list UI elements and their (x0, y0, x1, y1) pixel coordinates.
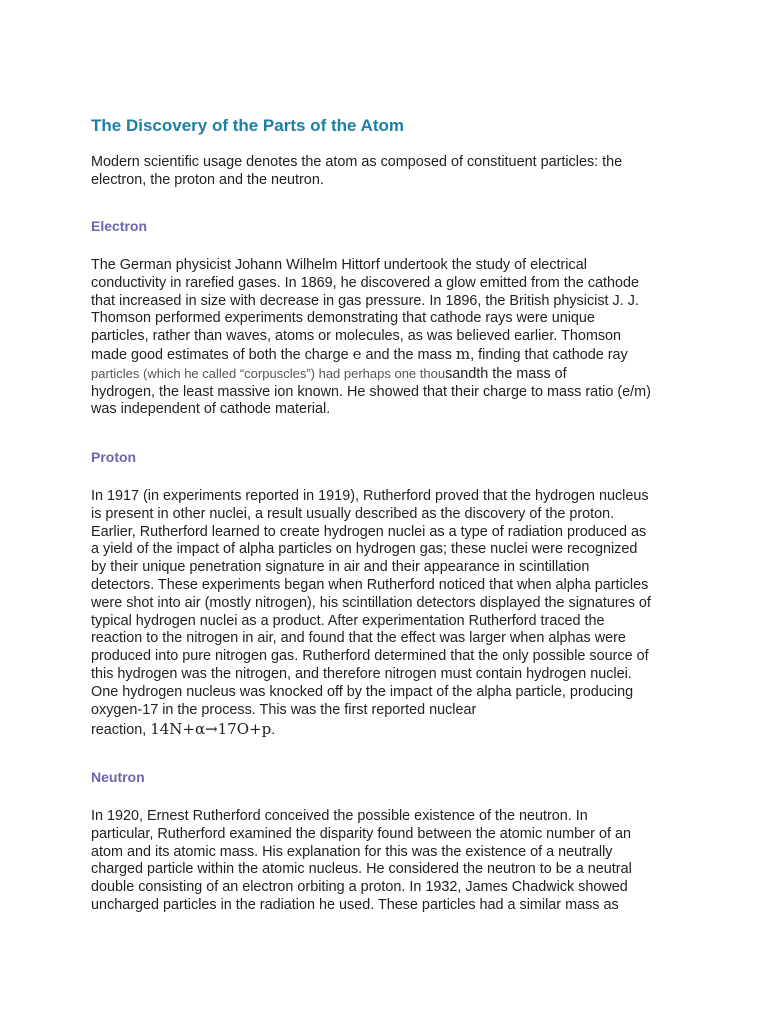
text-line: In 1920, Ernest Rutherford conceived the possible existence of the neutron. In (91, 808, 588, 824)
text-line: hydrogen, the least massive ion known. He showed that their charge to mass ratio (e/m) (91, 383, 651, 400)
neutron-heading: Neutron (91, 769, 145, 785)
proton-heading: Proton (91, 449, 137, 465)
text-line: typical hydrogen nuclei as a product. After experimentation Rutherford traced the (91, 612, 605, 629)
mass-symbol: m (455, 344, 471, 363)
text-line: The German physicist Johann Wilhelm Hittorf undertook the study of electrical (91, 257, 587, 273)
text-line: particles, rather than waves, atoms or molecules, as was believed earlier. Thomson (91, 328, 622, 345)
page-title: The Discovery of the Parts of the Atom (91, 116, 404, 135)
text-fragment: . (271, 722, 276, 739)
text-line: were shot into air (mostly nitrogen), his scintillation detectors displayed the signatures of (91, 594, 651, 611)
text-line: detectors. These experiments began when Rutherford noticed that when alpha particles (91, 576, 649, 593)
electron-heading: Electron (91, 218, 148, 234)
text-line (91, 365, 691, 384)
text-line: One hydrogen nucleus was knocked off by the impact of the alpha particle, producing (91, 683, 634, 700)
text-line: that increased in size with decrease in gas pressure. In 1896, the British physicist J. J. (91, 292, 639, 309)
text-fragment: reaction, (91, 722, 151, 739)
text-line: charged particle within the atomic nucleus. He considered the neutron to be a neutral (91, 861, 632, 878)
text-line: In 1917 (in experiments reported in 1919), Rutherford proved that the hydrogen nucleus (91, 488, 649, 504)
text-line: is present in other nuclei, a result usually described as the discovery of the proton. (91, 505, 615, 522)
text-line: conductivity in rarefied gases. In 1869, he discovered a glow emitted from the cathode (91, 274, 639, 291)
neutron-paragraph (91, 808, 691, 915)
charge-symbol: e (352, 344, 362, 363)
text-line: reaction to the nitrogen in air, and found that the effect was larger when alphas were (91, 630, 626, 647)
text-line: oxygen-17 in the process. This was the first reported nuclear (91, 701, 477, 718)
text-line (91, 346, 691, 365)
text-line: produced into pure nitrogen gas. Rutherford determined that the only possible source of (91, 648, 649, 665)
text-line: Thomson performed experiments demonstrating that cathode rays were unique (91, 310, 595, 327)
text-line: was independent of cathode material. (91, 401, 331, 418)
text-line: Modern scientific usage denotes the atom as composed of constituent particles: the (91, 154, 623, 170)
text-fragment: particles (which he called “corpuscles”) had perhaps one thou (91, 365, 446, 381)
text-line: a yield of the impact of alpha particles on hydrogen gas; these nuclei were recognized (91, 541, 638, 558)
text-line: this hydrogen was the nitrogen, and therefore nitrogen must contain hydrogen nuclei. (91, 665, 632, 682)
proton-paragraph (91, 488, 691, 740)
text-line: atom and its atomic mass. His explanation for this was the existence of a neutrally (91, 843, 613, 860)
electron-paragraph (91, 257, 691, 419)
text-line: electron, the proton and the neutron. (91, 171, 324, 188)
intro-paragraph (91, 154, 691, 190)
text-fragment: made good estimates of both the charge (91, 346, 353, 363)
text-line: by their unique penetration signature in air and their appearance in scintillation (91, 559, 590, 576)
text-line: uncharged particles in the radiation he used. These particles had a similar mass as (91, 896, 619, 913)
text-line: Earlier, Rutherford learned to create hydrogen nuclei as a type of radiation produced as (91, 523, 647, 540)
text-fragment: and the mass (361, 346, 456, 363)
text-line (91, 721, 691, 740)
text-line: double consisting of an electron orbiting a proton. In 1932, James Chadwick showed (91, 879, 628, 896)
text-fragment: sandth the mass of (445, 365, 567, 382)
text-fragment: , finding that cathode ray (470, 346, 628, 363)
text-line: particular, Rutherford examined the disparity found between the atomic number of an (91, 825, 631, 842)
reaction-formula: 14N+α→17O+p (150, 720, 272, 739)
